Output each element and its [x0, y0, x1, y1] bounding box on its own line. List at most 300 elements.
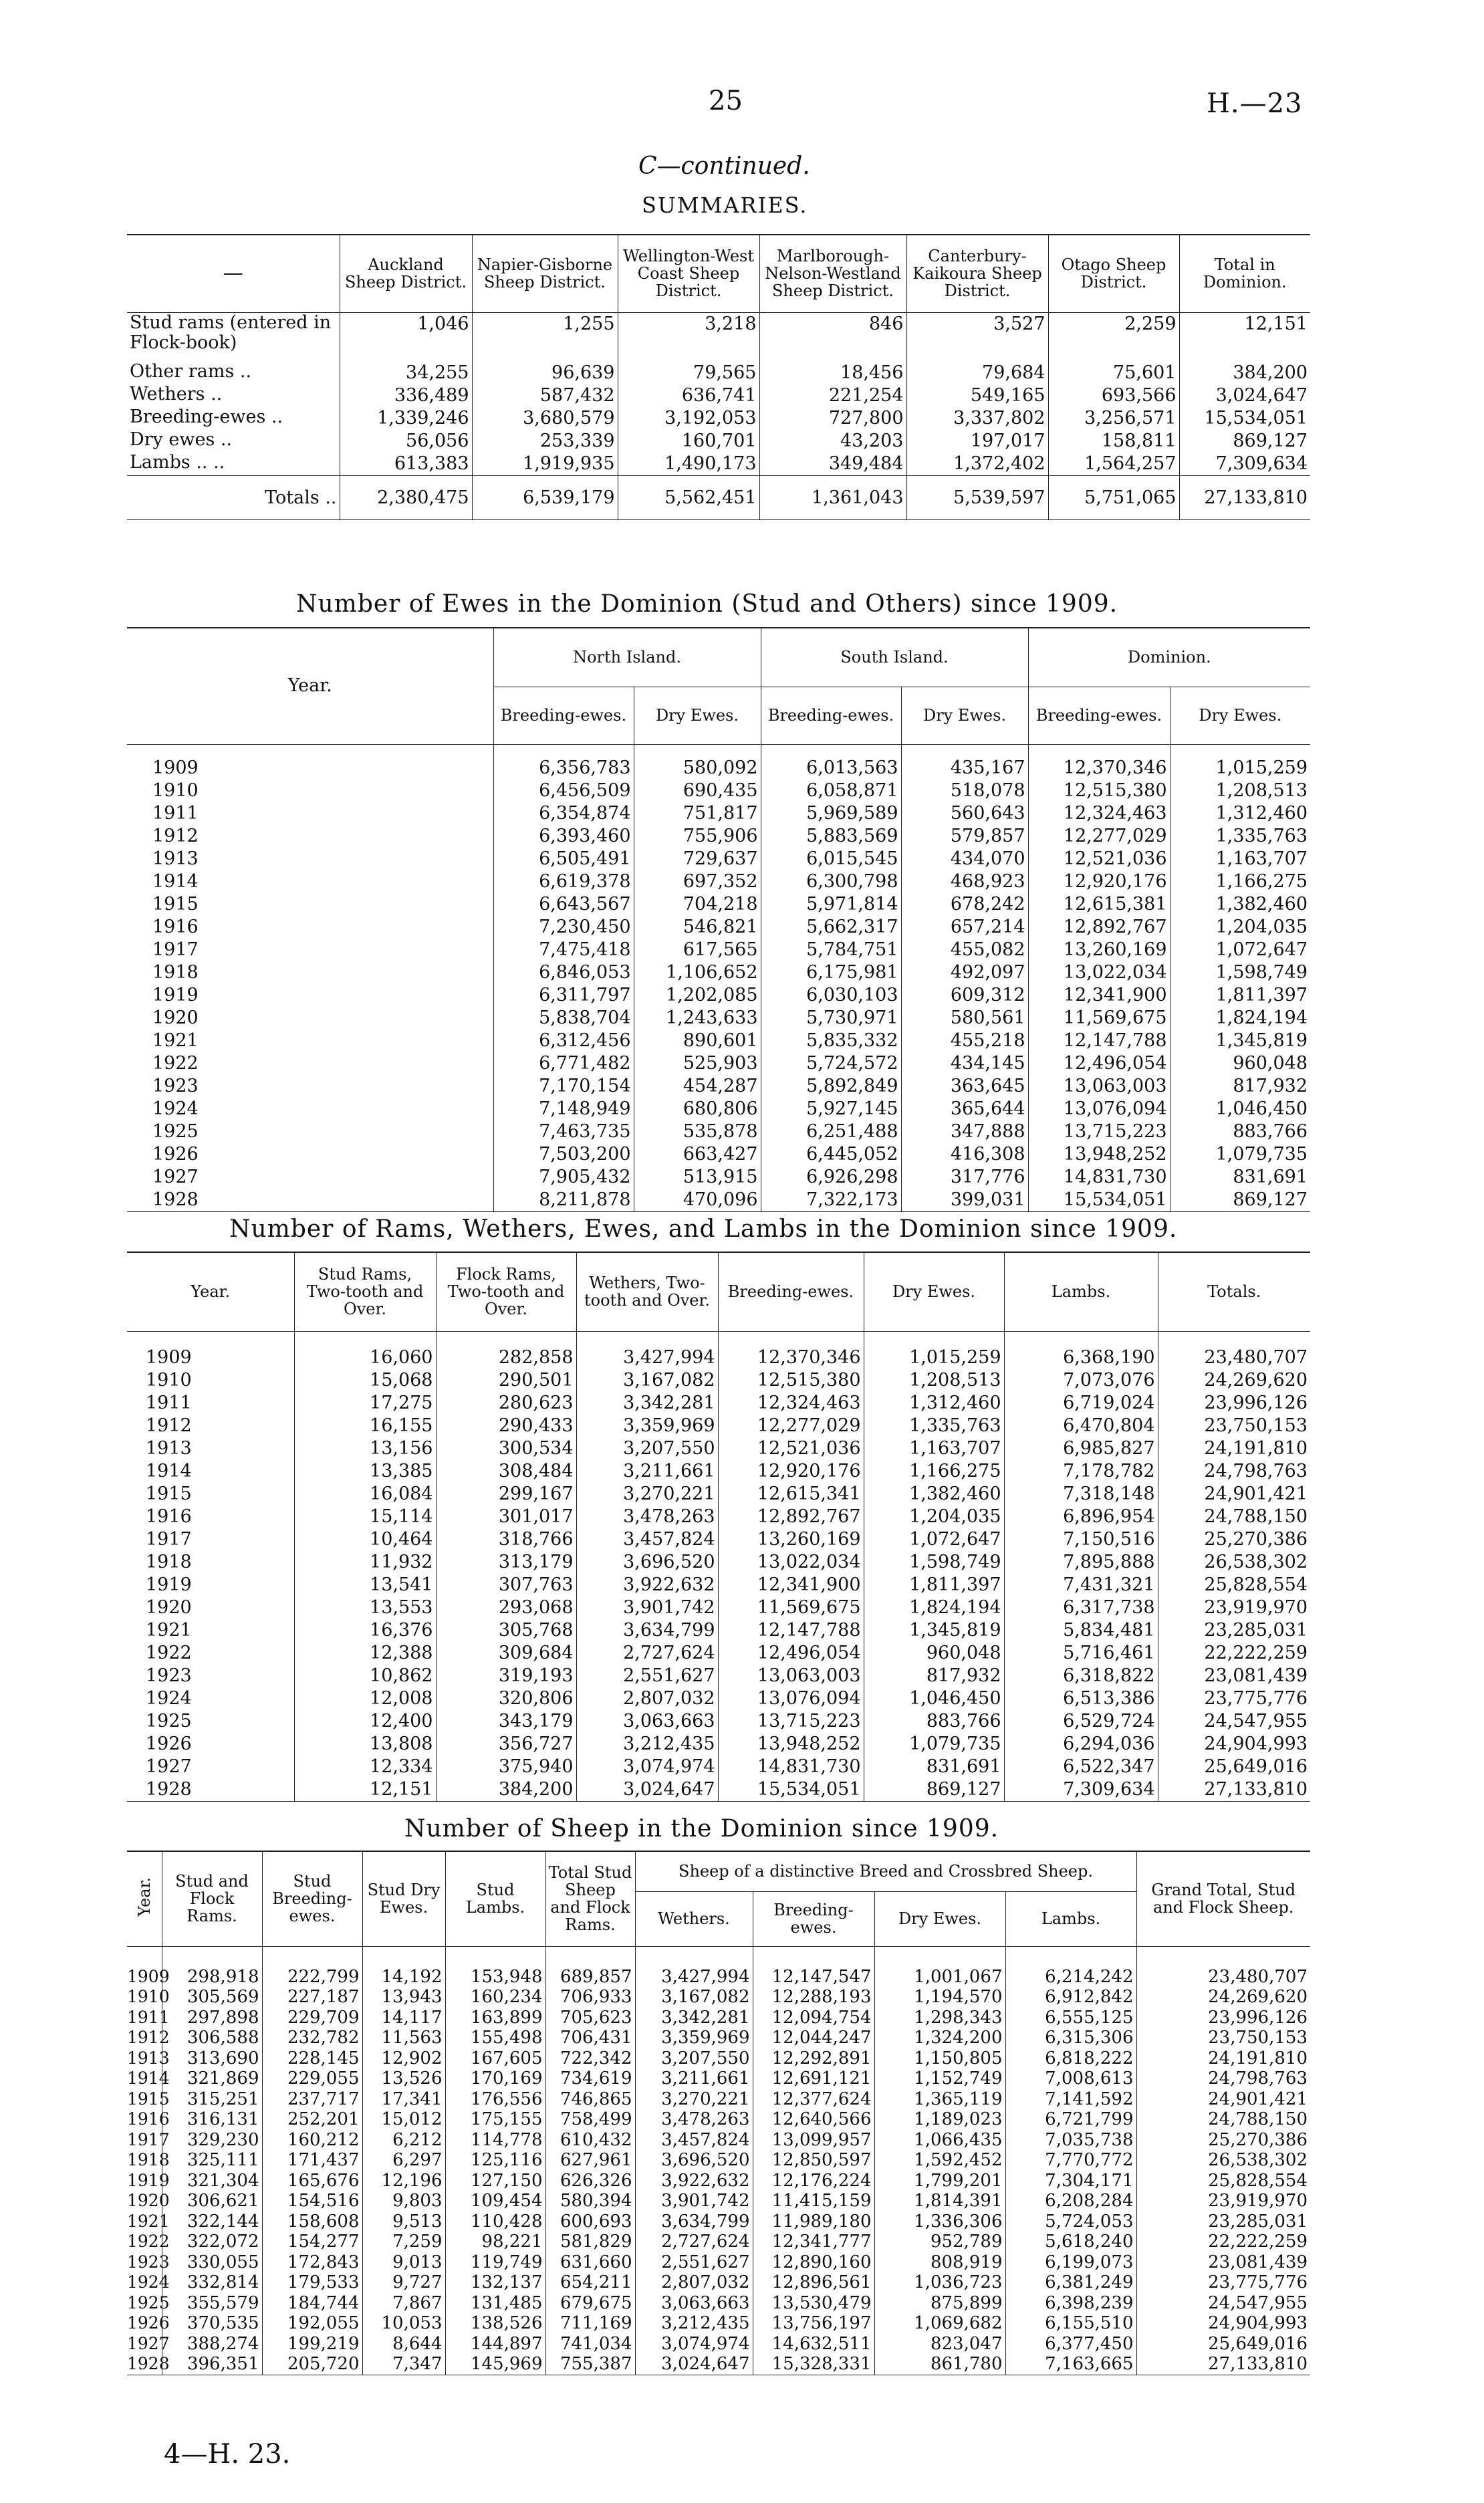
table-cell: 600,693 — [545, 2212, 635, 2232]
table-cell: 388,274 — [162, 2334, 262, 2355]
table-cell: 1,255 — [472, 312, 618, 362]
table-row — [127, 430, 1310, 453]
table-cell: 631,660 — [545, 2252, 635, 2273]
table-cell: 3,212,435 — [635, 2313, 753, 2334]
table-cell: 23,919,970 — [1158, 1596, 1310, 1619]
table-cell: 5,969,589 — [761, 802, 901, 825]
table-cell: 79,565 — [618, 362, 759, 384]
table-cell: 5,730,971 — [761, 1007, 901, 1030]
table-cell: 3,074,974 — [576, 1756, 718, 1778]
col-header: Total Stud Sheep and Flock Rams. — [545, 1851, 635, 1946]
table-cell: 734,619 — [545, 2068, 635, 2089]
year-cell: 1909 — [152, 757, 199, 778]
table-cell: 617,565 — [634, 939, 761, 961]
table-cell: 167,605 — [445, 2048, 545, 2069]
table-cell: 5,724,053 — [1005, 2212, 1136, 2232]
year-cell: 1922 — [146, 1642, 192, 1663]
table-cell: 636,741 — [618, 384, 759, 407]
table-cell: 7,318,148 — [1004, 1483, 1158, 1506]
table-row — [127, 2334, 1310, 2355]
table-cell: 301,017 — [436, 1506, 576, 1528]
year-cell: 1917 — [152, 939, 199, 960]
table-cell: 1,069,682 — [874, 2313, 1005, 2334]
table-cell: 1,163,707 — [1170, 848, 1310, 870]
table-row — [127, 2130, 1310, 2151]
table-cell: 3,680,579 — [472, 407, 618, 430]
year-cell: 1914 — [127, 2068, 170, 2088]
table-cell: 6,456,509 — [493, 780, 634, 802]
col-header: Auckland Sheep District. — [340, 235, 472, 312]
col-header: Totals. — [1158, 1252, 1310, 1331]
table-cell: 6,470,804 — [1004, 1415, 1158, 1437]
table-cell: 3,207,550 — [635, 2048, 753, 2069]
table-cell: 16,060 — [294, 1331, 436, 1369]
year-cell: 1912 — [146, 1415, 192, 1436]
year-cell: 1911 — [146, 1392, 192, 1413]
table-row — [127, 1166, 1310, 1189]
year-cell: 1912 — [127, 2028, 170, 2047]
table-cell: 6,315,306 — [1005, 2028, 1136, 2048]
sub-header: Dry Ewes. — [634, 687, 761, 744]
table-cell: 869,127 — [864, 1778, 1004, 1802]
table-cell: 1,208,513 — [1170, 780, 1310, 802]
table-cell: 109,454 — [445, 2191, 545, 2212]
year-cell: 1927 — [146, 1756, 192, 1777]
table-cell: 1,336,306 — [874, 2212, 1005, 2232]
table-row — [127, 2354, 1310, 2375]
table-cell: 321,869 — [162, 2068, 262, 2089]
table-cell: 6,529,724 — [1004, 1710, 1158, 1733]
table-cell: 12,521,036 — [718, 1437, 864, 1460]
table-cell: 313,179 — [436, 1551, 576, 1574]
table-cell: 24,788,150 — [1136, 2109, 1310, 2130]
table-cell: 587,432 — [472, 384, 618, 407]
table-cell: 24,547,955 — [1158, 1710, 1310, 1733]
table-cell: 252,201 — [262, 2109, 362, 2130]
year-cell: 1918 — [146, 1551, 192, 1572]
col-header: Otago Sheep District. — [1048, 235, 1179, 312]
table-cell: 3,270,221 — [576, 1483, 718, 1506]
year-cell: 1916 — [152, 916, 199, 937]
table-cell: 12,288,193 — [753, 1987, 874, 2008]
table-cell: 154,516 — [262, 2191, 362, 2212]
table-cell: 613,383 — [340, 453, 472, 476]
table-cell: 890,601 — [634, 1030, 761, 1052]
table-cell: 3,342,281 — [576, 1392, 718, 1415]
table-cell: 154,277 — [262, 2232, 362, 2252]
year-header-text: Year. — [134, 1877, 154, 1917]
table-cell: 75,601 — [1048, 362, 1179, 384]
table-cell: 823,047 — [874, 2334, 1005, 2355]
table-cell: 12,892,767 — [1028, 916, 1170, 939]
table-cell: 6,354,874 — [493, 802, 634, 825]
table-cell: 1,345,819 — [1170, 1030, 1310, 1052]
table-cell: 297,898 — [162, 2008, 262, 2028]
table-cell: 13,530,479 — [753, 2293, 874, 2314]
table-cell: 1,919,935 — [472, 453, 618, 476]
table-cell: 960,048 — [1170, 1052, 1310, 1075]
table-row — [127, 1551, 1310, 1574]
table-cell: 23,750,153 — [1158, 1415, 1310, 1437]
table-cell: 15,012 — [362, 2109, 445, 2130]
table-cell: 309,684 — [436, 1642, 576, 1665]
col-header: Napier-Gisborne Sheep District. — [472, 235, 618, 312]
table-cell: 9,013 — [362, 2252, 445, 2273]
table-cell: 221,254 — [759, 384, 906, 407]
table-cell: 704,218 — [634, 893, 761, 916]
table-cell: 2,259 — [1048, 312, 1179, 362]
table-cell: 3,901,742 — [576, 1596, 718, 1619]
table-cell: 741,034 — [545, 2334, 635, 2355]
table-cell: 3,256,571 — [1048, 407, 1179, 430]
table-cell: 22,222,259 — [1158, 1642, 1310, 1665]
sub-header: Breeding-ewes. — [493, 687, 634, 744]
table-row — [127, 1665, 1310, 1687]
table-cell: 158,811 — [1048, 430, 1179, 453]
table-cell: 560,643 — [901, 802, 1028, 825]
table-cell: 1,324,200 — [874, 2028, 1005, 2048]
table-cell: 7,008,613 — [1005, 2068, 1136, 2089]
table-cell: 18,456 — [759, 362, 906, 384]
table-cell: 12,615,381 — [1028, 893, 1170, 916]
table-cell: 322,144 — [162, 2212, 262, 2232]
table-cell: 12,341,900 — [718, 1574, 864, 1596]
table-cell: 7,475,418 — [493, 939, 634, 961]
table-cell: 13,076,094 — [1028, 1098, 1170, 1120]
table-cell: 3,478,263 — [635, 2109, 753, 2130]
table-cell: 163,899 — [445, 2008, 545, 2028]
table-cell: 727,800 — [759, 407, 906, 430]
table-cell: 3,211,661 — [635, 2068, 753, 2089]
year-cell: 1926 — [152, 1143, 199, 1165]
table-cell: 5,562,451 — [618, 476, 759, 520]
table-cell: 7,895,888 — [1004, 1551, 1158, 1574]
table-cell: 3,427,994 — [635, 1946, 753, 1987]
table-cell: 23,480,707 — [1136, 1946, 1310, 1987]
col-header: Year. — [127, 1252, 294, 1331]
table-cell: 165,676 — [262, 2171, 362, 2191]
row-label: Breeding-ewes .. — [130, 406, 283, 427]
table-cell: 7,259 — [362, 2232, 445, 2252]
table-cell: 308,484 — [436, 1460, 576, 1483]
table-cell: 706,431 — [545, 2028, 635, 2048]
table-cell: 34,255 — [340, 362, 472, 384]
table-cell: 13,553 — [294, 1596, 436, 1619]
year-cell: 1926 — [146, 1733, 192, 1754]
table-cell: 199,219 — [262, 2334, 362, 2355]
table-cell: 3,427,994 — [576, 1331, 718, 1369]
table-cell: 711,169 — [545, 2313, 635, 2334]
table-cell: 875,899 — [874, 2293, 1005, 2314]
table-cell: 25,649,016 — [1158, 1756, 1310, 1778]
table-row — [127, 1007, 1310, 1030]
table-cell: 131,485 — [445, 2293, 545, 2314]
year-cell: 1924 — [152, 1098, 199, 1119]
table-cell: 706,933 — [545, 1987, 635, 2008]
table-cell: 1,166,275 — [1170, 870, 1310, 893]
year-cell: 1909 — [127, 1966, 170, 1986]
table-cell: 455,218 — [901, 1030, 1028, 1052]
ewes-table-title: Number of Ewes in the Dominion (Stud and Others) since 1909. — [296, 590, 1118, 618]
table-cell: 5,883,569 — [761, 825, 901, 848]
table-cell: 1,106,652 — [634, 961, 761, 984]
table-cell: 24,269,620 — [1158, 1369, 1310, 1392]
table-cell: 12,151 — [294, 1778, 436, 1802]
table-cell: 282,858 — [436, 1331, 576, 1369]
table-cell: 7,867 — [362, 2293, 445, 2314]
table-cell: 8,211,878 — [493, 1189, 634, 1212]
table-cell: 293,068 — [436, 1596, 576, 1619]
table-cell: 12,515,380 — [1028, 780, 1170, 802]
year-cell: 1914 — [146, 1460, 192, 1481]
table-cell: 960,048 — [864, 1642, 1004, 1665]
table-cell: 23,285,031 — [1136, 2212, 1310, 2232]
table-row — [127, 1687, 1310, 1710]
table-cell: 746,865 — [545, 2089, 635, 2110]
table-cell: 12,008 — [294, 1687, 436, 1710]
table-cell: 6,030,103 — [761, 984, 901, 1007]
col-header: Stud Rams, Two-tooth and Over. — [294, 1252, 436, 1331]
table-cell: 160,212 — [262, 2130, 362, 2151]
table-cell: 6,926,298 — [761, 1166, 901, 1189]
table-cell: 416,308 — [901, 1143, 1028, 1166]
table-cell: 1,814,391 — [874, 2191, 1005, 2212]
year-cell: 1927 — [152, 1166, 199, 1187]
table-cell: 7,141,592 — [1005, 2089, 1136, 2110]
table-row — [127, 1733, 1310, 1756]
table-cell: 9,803 — [362, 2191, 445, 2212]
table-row — [127, 1030, 1310, 1052]
col-header: Wellington-West Coast Sheep District. — [618, 235, 759, 312]
table-cell: 6,505,491 — [493, 848, 634, 870]
table-row — [127, 2232, 1310, 2252]
table-row — [127, 1574, 1310, 1596]
table-row — [127, 1098, 1310, 1120]
table-cell: 6,619,378 — [493, 870, 634, 893]
table-row — [127, 1415, 1310, 1437]
table-cell: 7,178,782 — [1004, 1460, 1158, 1483]
table-row — [127, 916, 1310, 939]
table-cell: 883,766 — [1170, 1120, 1310, 1143]
table-cell: 12,277,029 — [1028, 825, 1170, 848]
year-cell: 1926 — [127, 2313, 170, 2333]
table-cell: 229,055 — [262, 2068, 362, 2089]
table-cell: 155,498 — [445, 2028, 545, 2048]
table-cell: 3,457,824 — [635, 2130, 753, 2151]
table-cell: 144,897 — [445, 2334, 545, 2355]
table-cell: 12,515,380 — [718, 1369, 864, 1392]
table-cell: 12,341,900 — [1028, 984, 1170, 1007]
table-cell: 1,564,257 — [1048, 453, 1179, 476]
col-header: Dry Ewes. — [864, 1252, 1004, 1331]
table-cell: 3,024,647 — [1179, 384, 1310, 407]
table-cell: 12,850,597 — [753, 2150, 874, 2171]
row-label: Dry ewes .. — [130, 429, 233, 450]
table-cell: 12,341,777 — [753, 2232, 874, 2252]
table-cell: 176,556 — [445, 2089, 545, 2110]
table-cell: 722,342 — [545, 2048, 635, 2069]
table-cell: 10,053 — [362, 2313, 445, 2334]
table-row — [127, 312, 1310, 362]
table-cell: 12,400 — [294, 1710, 436, 1733]
table-cell: 24,798,763 — [1158, 1460, 1310, 1483]
table-row — [127, 1369, 1310, 1392]
table-cell: 6,555,125 — [1005, 2008, 1136, 2028]
table-cell: 3,922,632 — [576, 1574, 718, 1596]
table-row — [127, 939, 1310, 961]
table-cell: 817,932 — [1170, 1075, 1310, 1098]
table-cell: 12,094,754 — [753, 2008, 874, 2028]
sub-header: Breeding-ewes. — [1028, 687, 1170, 744]
table-cell: 5,716,461 — [1004, 1642, 1158, 1665]
table-cell: 525,903 — [634, 1052, 761, 1075]
table-row — [127, 1189, 1310, 1212]
table-cell: 680,806 — [634, 1098, 761, 1120]
table-cell: 300,534 — [436, 1437, 576, 1460]
table-cell: 322,072 — [162, 2232, 262, 2252]
table-cell: 11,569,675 — [718, 1596, 864, 1619]
year-cell: 1924 — [127, 2272, 170, 2292]
col-header: Total in Dominion. — [1179, 235, 1310, 312]
table-cell: 23,775,776 — [1136, 2272, 1310, 2293]
table-cell: 27,133,810 — [1136, 2354, 1310, 2375]
table-cell: 3,337,802 — [906, 407, 1048, 430]
table-cell: 184,744 — [262, 2293, 362, 2314]
table-cell: 5,662,317 — [761, 916, 901, 939]
table-cell: 7,170,154 — [493, 1075, 634, 1098]
table-cell: 26,538,302 — [1136, 2150, 1310, 2171]
table-row — [127, 2313, 1310, 2334]
year-cell: 1911 — [152, 802, 199, 824]
table-cell: 12,370,346 — [1028, 744, 1170, 780]
table-row — [127, 2212, 1310, 2232]
col-header: Breeding-ewes. — [718, 1252, 864, 1331]
table-cell: 1,079,735 — [1170, 1143, 1310, 1166]
table-cell: 355,579 — [162, 2293, 262, 2314]
table-cell: 3,167,082 — [576, 1369, 718, 1392]
table-cell: 27,133,810 — [1158, 1778, 1310, 1802]
table-cell: 13,076,094 — [718, 1687, 864, 1710]
table-row — [127, 2068, 1310, 2089]
table-cell: 952,789 — [874, 2232, 1005, 2252]
table-cell: 79,684 — [906, 362, 1048, 384]
table-cell: 6,312,456 — [493, 1030, 634, 1052]
sub-header: Breeding-ewes. — [753, 1891, 874, 1946]
table-cell: 13,063,003 — [718, 1665, 864, 1687]
table-cell: 1,150,805 — [874, 2048, 1005, 2069]
table-cell: 16,376 — [294, 1619, 436, 1642]
year-cell: 1921 — [152, 1030, 199, 1051]
table-cell: 16,084 — [294, 1483, 436, 1506]
col-header: Stud and Flock Rams. — [162, 1851, 262, 1946]
group-header: North Island. — [493, 628, 761, 687]
table-cell: 13,715,223 — [718, 1710, 864, 1733]
table-cell: 290,501 — [436, 1369, 576, 1392]
table-cell: 609,312 — [901, 984, 1028, 1007]
table-cell: 179,533 — [262, 2272, 362, 2293]
table-cell: 6,155,510 — [1005, 2313, 1136, 2334]
table-cell: 7,150,516 — [1004, 1528, 1158, 1551]
table-cell: 313,690 — [162, 2048, 262, 2069]
table-cell: 1,204,035 — [1170, 916, 1310, 939]
table-cell: 119,749 — [445, 2252, 545, 2273]
table-cell: 12,892,767 — [718, 1506, 864, 1528]
table-cell: 6,199,073 — [1005, 2252, 1136, 2273]
blank-header: — — [127, 235, 340, 312]
table-cell: 227,187 — [262, 1987, 362, 2008]
year-cell: 1909 — [146, 1346, 192, 1368]
table-cell: 6,513,386 — [1004, 1687, 1158, 1710]
table-cell: 3,634,799 — [576, 1619, 718, 1642]
table-cell: 1,592,452 — [874, 2150, 1005, 2171]
year-cell: 1914 — [152, 870, 199, 892]
table-row — [127, 1987, 1310, 2008]
sub-header: Dry Ewes. — [1170, 687, 1310, 744]
table-cell: 172,843 — [262, 2252, 362, 2273]
table-cell: 22,222,259 — [1136, 2232, 1310, 2252]
year-cell: 1922 — [127, 2232, 170, 2251]
table-cell: 7,463,735 — [493, 1120, 634, 1143]
col-header: Wethers, Two-tooth and Over. — [576, 1252, 718, 1331]
table-cell: 5,892,849 — [761, 1075, 901, 1098]
table-cell: 454,287 — [634, 1075, 761, 1098]
table-cell: 12,920,176 — [718, 1460, 864, 1483]
table-cell: 1,490,173 — [618, 453, 759, 476]
table-cell: 145,969 — [445, 2354, 545, 2375]
table-cell: 24,904,993 — [1158, 1733, 1310, 1756]
table-cell: 13,099,957 — [753, 2130, 874, 2151]
table-cell: 1,365,119 — [874, 2089, 1005, 2110]
table-cell: 6,251,488 — [761, 1120, 901, 1143]
table-cell: 14,632,511 — [753, 2334, 874, 2355]
year-cell: 1919 — [146, 1574, 192, 1595]
table-cell: 1,208,513 — [864, 1369, 1004, 1392]
table-cell: 678,242 — [901, 893, 1028, 916]
ewes-table — [127, 627, 1310, 1212]
table-cell: 1,066,435 — [874, 2130, 1005, 2151]
table-cell: 6,311,797 — [493, 984, 634, 1007]
table-cell: 12,496,054 — [1028, 1052, 1170, 1075]
col-header: Grand Total, Stud and Flock Sheep. — [1136, 1851, 1310, 1946]
row-label: Totals .. — [127, 476, 340, 520]
table-cell: 25,828,554 — [1158, 1574, 1310, 1596]
table-cell: 1,072,647 — [1170, 939, 1310, 961]
table-cell: 12,334 — [294, 1756, 436, 1778]
table-cell: 7,347 — [362, 2354, 445, 2375]
table-cell: 24,901,421 — [1136, 2089, 1310, 2110]
table-row — [127, 2109, 1310, 2130]
year-cell: 1916 — [146, 1506, 192, 1527]
table-cell: 318,766 — [436, 1528, 576, 1551]
year-cell: 1910 — [127, 1987, 170, 2006]
col-header: Marlborough-Nelson-Westland Sheep District. — [759, 235, 906, 312]
table-cell: 6,445,052 — [761, 1143, 901, 1166]
table-cell: 325,111 — [162, 2150, 262, 2171]
table-cell: 23,996,126 — [1158, 1392, 1310, 1415]
table-row — [127, 2048, 1310, 2069]
row-label: Lambs .. .. — [130, 452, 225, 473]
table-cell: 1,243,633 — [634, 1007, 761, 1030]
table-row — [127, 362, 1310, 384]
table-row — [127, 984, 1310, 1007]
year-cell: 1928 — [127, 2354, 170, 2373]
table-cell: 7,073,076 — [1004, 1369, 1158, 1392]
table-cell: 23,285,031 — [1158, 1619, 1310, 1642]
table-row — [127, 1483, 1310, 1506]
table-cell: 5,751,065 — [1048, 476, 1179, 520]
table-cell: 2,551,627 — [576, 1665, 718, 1687]
table-cell: 6,393,460 — [493, 825, 634, 848]
